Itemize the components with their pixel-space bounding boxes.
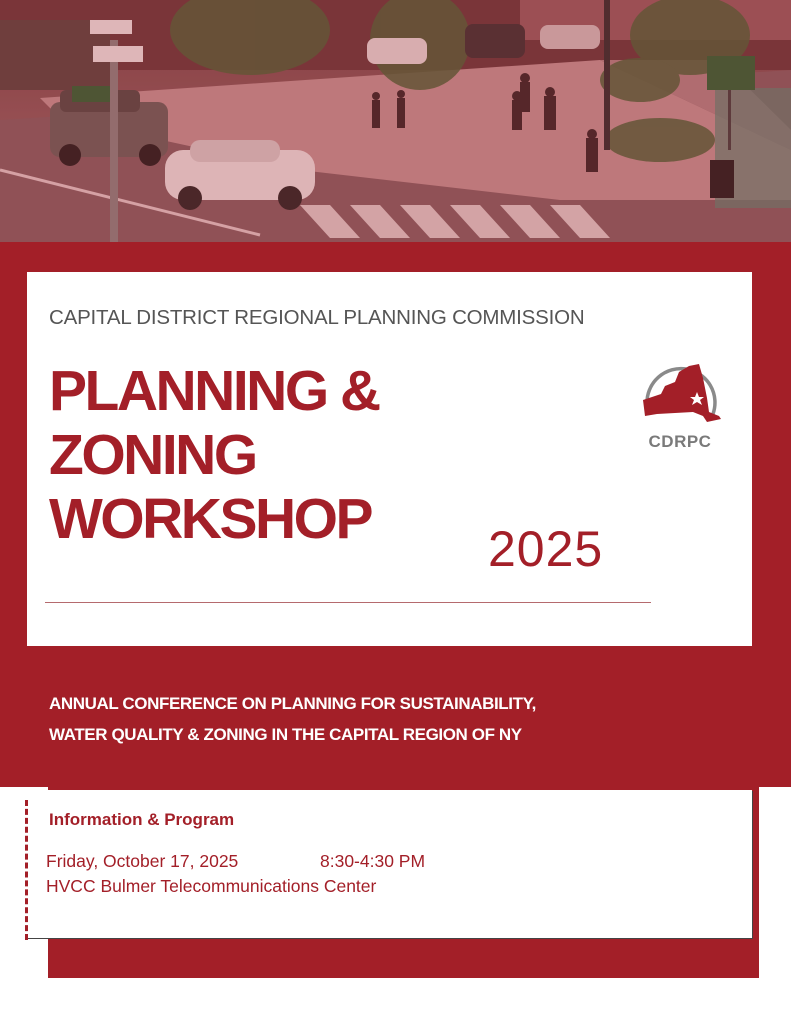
info-heading: Information & Program bbox=[49, 810, 235, 829]
title-line-3: WORKSHOP bbox=[49, 487, 371, 551]
subtitle-line-2: WATER QUALITY & ZONING IN THE CAPITAL REGION OF NY bbox=[49, 725, 522, 744]
event-venue: HVCC Bulmer Telecommunications Center bbox=[46, 876, 377, 896]
title-line-2: ZONING bbox=[49, 423, 256, 487]
title-divider bbox=[45, 602, 651, 603]
event-date: Friday, October 17, 2025 bbox=[46, 851, 239, 871]
new-york-state-map-icon bbox=[637, 356, 723, 432]
conference-subtitle bbox=[49, 688, 536, 750]
event-time: 8:30-4:30 PM bbox=[320, 851, 426, 871]
workshop-year: 2025 bbox=[488, 521, 604, 577]
workshop-title bbox=[49, 359, 379, 551]
dashed-accent-line bbox=[25, 800, 28, 940]
cdrpc-logo bbox=[637, 356, 723, 456]
subtitle-line-1: ANNUAL CONFERENCE ON PLANNING FOR SUSTAINABILITY, bbox=[49, 694, 536, 713]
organization-name: CAPITAL DISTRICT REGIONAL PLANNING COMMISSION bbox=[49, 306, 585, 329]
logo-text: CDRPC bbox=[648, 432, 712, 451]
street-scene-photo bbox=[0, 0, 791, 242]
title-line-1: PLANNING & bbox=[49, 359, 379, 423]
